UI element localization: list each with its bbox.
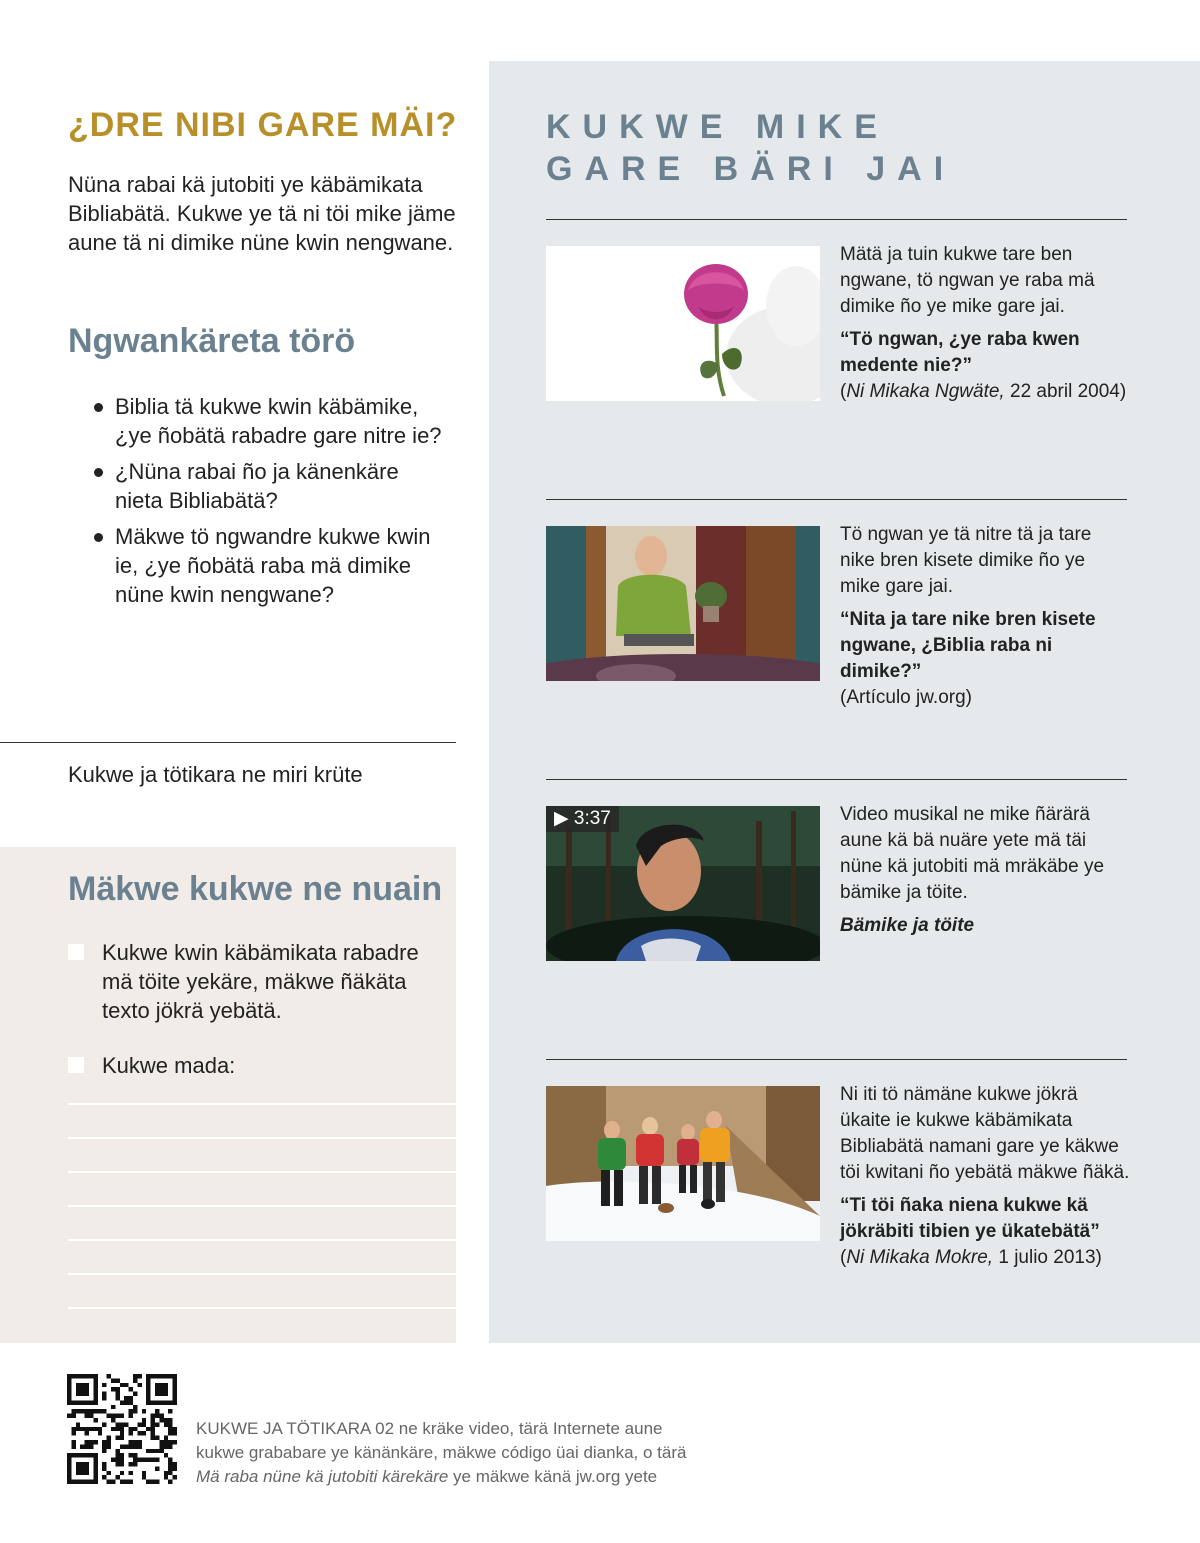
divider (546, 219, 1127, 220)
writing-line[interactable] (68, 1307, 456, 1309)
footer-text: KUKWE JA TÖTIKARA 02 ne kräke video, tärä Internete aune kukwe grababare ye känänkäre, mäkwe código üai dianka, o tärä Mä raba nüne kä jutobiti kärekäre ye mäkwe känä jw.org yete (196, 1419, 687, 1486)
snow-walk-photo-icon[interactable] (546, 1086, 820, 1241)
resource-source: (Ni Mikaka Ngwäte, 22 abril 2004) (840, 381, 1127, 402)
writing-line[interactable] (68, 1103, 456, 1105)
questions-title: Ngwankäreta törö (68, 322, 356, 360)
checkbox[interactable] (68, 1057, 84, 1073)
resource-source: (Artículo jw.org) (840, 687, 972, 708)
flower-photo-icon[interactable] (546, 246, 820, 401)
resource-text: Ni iti tö nämäne kukwe jökrä ükaite ie kukwe käbämikata Bibliabätä namani gare ye käkwe töi kwitani ño yebätä mäkwe ñäkä. “Ti töi ñaka niena kukwe kä jökräbiti tibien ye ükatebätä” (Ni Mikaka Mokre, 1 julio 2013) (840, 1082, 1130, 1271)
question-list (92, 392, 452, 616)
list-item: ¿Nüna rabai ño ja känenkäre nieta Bibliabätä? (92, 457, 452, 515)
resource-link[interactable]: “Ti töi ñaka niena kukwe kä jökräbiti tibien ye ükatebätä” (840, 1195, 1100, 1242)
task-item[interactable] (68, 1051, 438, 1080)
intro-text: Nüna rabai kä jutobiti ye käbämikata Bibliabätä. Kukwe ye tä ni töi mike jäme aune tä ni dimike nüne kwin nengwane. (68, 172, 456, 255)
checkbox[interactable] (68, 944, 84, 960)
resource-text: Video musikal ne mike ñärärä aune kä bä nuäre yete mä täi nüne kä jutobiti mä mräkäbe ye bämike ja töite. Bämike ja töite (840, 802, 1130, 939)
task-item[interactable] (68, 938, 438, 1025)
divider (546, 1059, 1127, 1060)
writing-line[interactable] (68, 1137, 456, 1139)
divider (546, 779, 1127, 780)
divider (0, 742, 456, 743)
task-label: Kukwe mada: (102, 1053, 236, 1078)
page-title: ¿DRE NIBI GARE MÄI? (68, 106, 458, 144)
resource-text: Tö ngwan ye tä nitre tä ja tare nike bren kisete dimike ño ye mike gare jai. “Nita ja tare nike bren kisete ngwane, ¿Biblia raba ni dimike?” (Artículo jw.org) (840, 522, 1130, 711)
divider (546, 499, 1127, 500)
writing-line[interactable] (68, 1239, 456, 1241)
resources-title: KUKWE MIKE GARE BÄRI JAI (546, 108, 956, 188)
resource-source: (Ni Mikaka Mokre, 1 julio 2013) (840, 1247, 1102, 1268)
resource-link[interactable]: “Nita ja tare nike bren kisete ngwane, ¿Biblia raba ni dimike?” (840, 609, 1096, 682)
video-duration-badge: ▶ 3:37 (546, 806, 619, 832)
resource-link[interactable]: “Tö ngwan, ¿ye raba kwen medente nie?” (840, 329, 1080, 376)
list-item: Mäkwe tö ngwandre kukwe kwin ie, ¿ye ñobätä raba mä dimike nüne kwin nengwane? (92, 522, 452, 609)
man-wheelchair-photo-icon[interactable] (546, 526, 820, 681)
resource-link[interactable]: Bämike ja töite (840, 915, 975, 936)
list-item: Biblia tä kukwe kwin käbämike, ¿ye ñobätä rabadre gare nitre ie? (92, 392, 452, 450)
qr-code-icon[interactable] (67, 1374, 177, 1484)
resource-text: Mätä ja tuin kukwe tare ben ngwane, tö ngwan ye raba mä dimike ño ye mike gare jai. “Tö ngwan, ¿ye raba kwen medente nie?” (Ni Mikaka Ngwäte, 22 abril 2004) (840, 242, 1130, 405)
video-thumbnail-icon[interactable] (546, 806, 820, 961)
writing-line[interactable] (68, 1205, 456, 1207)
notes-title: Mäkwe kukwe ne nuain (68, 870, 443, 908)
notes-box (0, 847, 456, 1343)
task-label: Kukwe kwin käbämikata rabadre mä töite yekäre, mäkwe ñäkäta texto jökrä yebätä. (102, 940, 419, 1023)
writing-line[interactable] (68, 1171, 456, 1173)
next-lesson-label: Kukwe ja tötikara ne miri krüte (68, 762, 363, 787)
writing-line[interactable] (68, 1273, 456, 1275)
